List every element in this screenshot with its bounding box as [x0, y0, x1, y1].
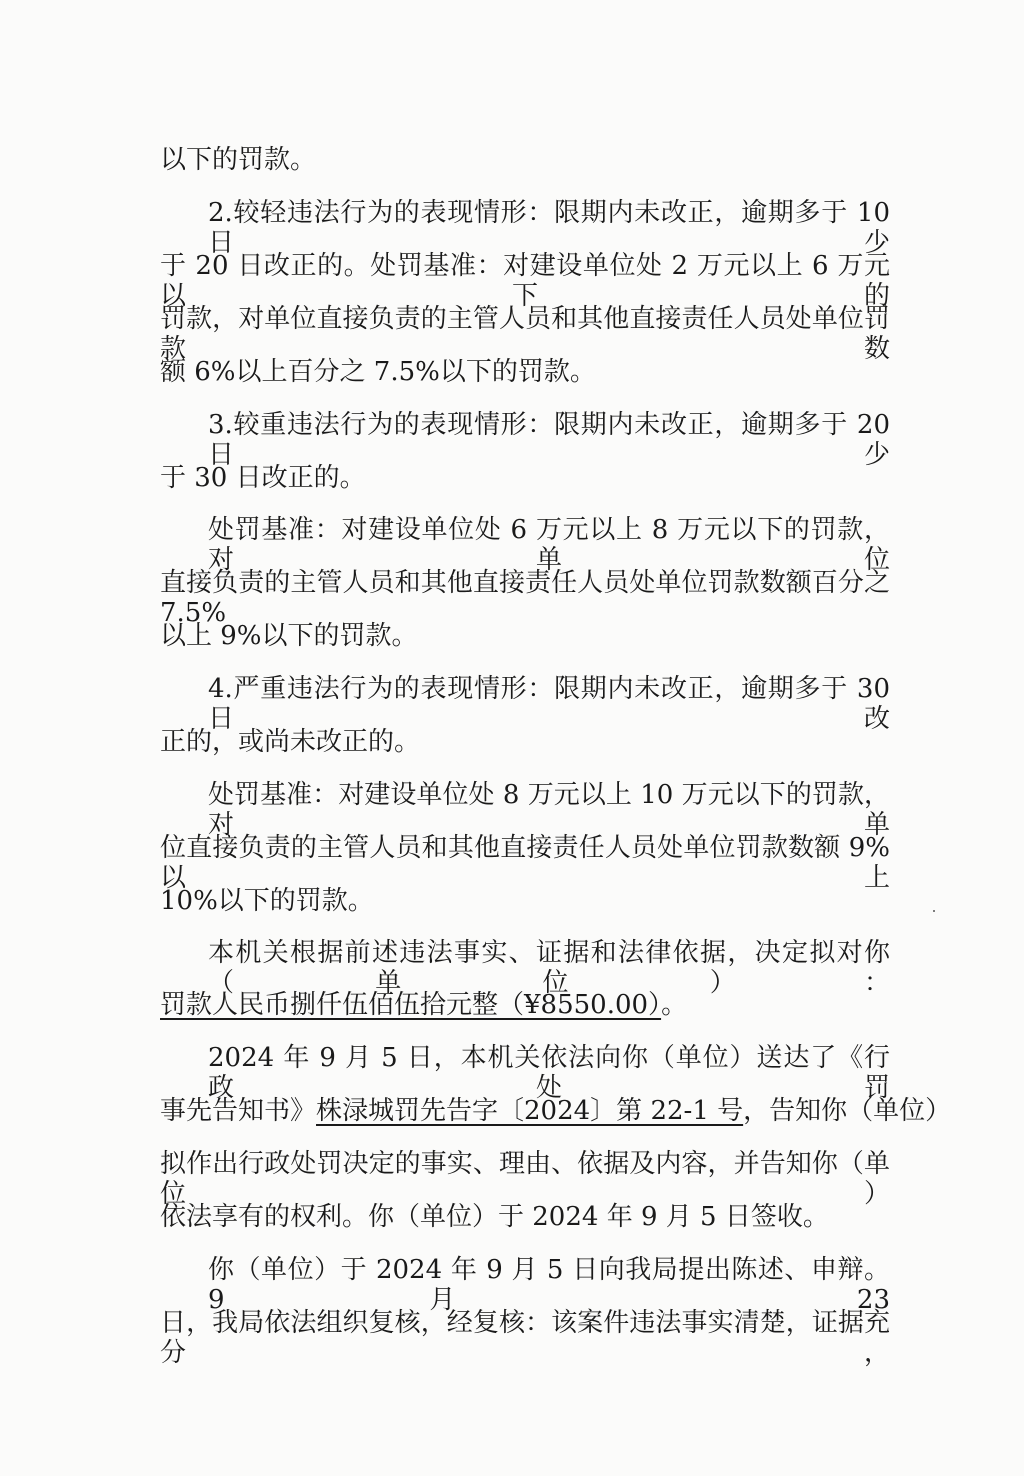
text-line: 2.较轻违法行为的表现情形：限期内未改正，逾期多于 10 日少: [208, 198, 890, 258]
notice-doc-number: 株渌城罚先告字〔2024〕第 22-1 号: [316, 1096, 744, 1126]
text-line: 4.严重违法行为的表现情形：限期内未改正，逾期多于 30 日改: [208, 674, 890, 734]
text-line: 拟作出行政处罚决定的事实、理由、依据及内容，并告知你（单位）: [160, 1149, 890, 1209]
text-line: 你（单位）于 2024 年 9 月 5 日向我局提出陈述、申辩。9 月 23: [208, 1255, 890, 1315]
scan-speck: [933, 910, 935, 912]
text-line: 处罚基准：对建设单位处 8 万元以上 10 万元以下的罚款，对单: [208, 780, 890, 840]
text-line: 正的，或尚未改正的。: [160, 727, 421, 757]
penalty-end: 。: [661, 990, 688, 1020]
text-line: 直接负责的主管人员和其他直接责任人员处单位罚款数额百分之 7.5%: [160, 568, 890, 628]
text-line: 以下的罚款。: [160, 145, 317, 175]
text-line: 日，我局依法组织复核，经复核：该案件违法事实清楚，证据充分，: [160, 1308, 890, 1368]
penalty-amount: 罚款人民币捌仟伍佰伍拾元整（¥8550.00）: [160, 990, 662, 1020]
text-line: 本机关根据前述违法事实、证据和法律依据，决定拟对你（单位）：: [208, 938, 890, 998]
penalty-line: [160, 990, 890, 1020]
notice-prefix: 事先告知书》: [160, 1096, 317, 1126]
text-line: 以上 9%以下的罚款。: [160, 621, 418, 651]
text-line: 于 20 日改正的。处罚基准：对建设单位处 2 万元以上 6 万元以下的: [160, 251, 890, 311]
text-line: 额 6%以上百分之 7.5%以下的罚款。: [160, 357, 596, 387]
text-line: 依法享有的权利。你（单位）于 2024 年 9 月 5 日签收。: [160, 1202, 829, 1232]
text-line: 处罚基准：对建设单位处 6 万元以上 8 万元以下的罚款，对单位: [208, 515, 890, 575]
text-line: 3.较重违法行为的表现情形：限期内未改正，逾期多于 20 日少: [208, 410, 890, 470]
text-line: 10%以下的罚款。: [160, 886, 374, 916]
text-line: 2024 年 9 月 5 日，本机关依法向你（单位）送达了《行政处罚: [208, 1043, 890, 1103]
notice-line: [160, 1096, 952, 1126]
text-line: 位直接负责的主管人员和其他直接责任人员处单位罚款数额 9%以上: [160, 833, 890, 893]
notice-suffix: ，告知你（单位）: [743, 1096, 952, 1126]
text-line: 罚款，对单位直接负责的主管人员和其他直接责任人员处单位罚款数: [160, 304, 890, 364]
text-line: 于 30 日改正的。: [160, 463, 366, 493]
